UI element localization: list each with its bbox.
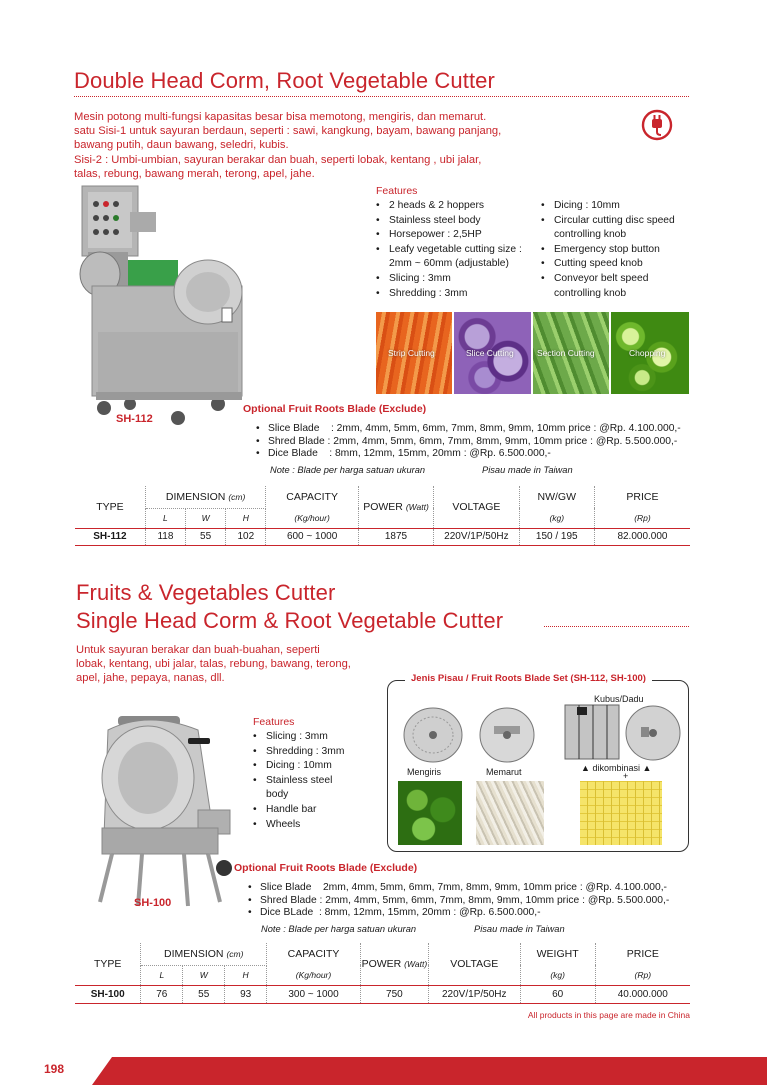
intro-line: satu Sisi-1 untuk sayuran berdaun, seperti : sawi, kangkung, bayam, bawang panjang, — [74, 125, 502, 138]
power-label: POWER — [361, 957, 402, 970]
table-row — [75, 985, 690, 1003]
dimension-label: DIMENSION — [164, 947, 224, 960]
col-dimension — [145, 486, 266, 508]
power-plug-icon — [641, 109, 673, 141]
intro-line: apel, jahe, pepaya, nanas, dll. — [76, 672, 225, 685]
photo-caption: Strip Cutting — [388, 348, 435, 358]
diced-fruit-photo — [580, 781, 662, 845]
col-w: W — [186, 508, 226, 528]
feature-item: • Conveyor belt speed — [541, 272, 675, 287]
power-unit: (Watt) — [405, 501, 429, 512]
sh-100-machine-image — [88, 710, 236, 920]
cell-capacity: 300 ~ 1000 — [267, 985, 361, 1003]
optional-blade-title: Optional Fruit Roots Blade (Exclude) — [234, 862, 418, 874]
col-h: H — [225, 965, 267, 985]
sliced-greens-photo — [398, 781, 462, 845]
feature-item: • Horsepower : 2,5HP — [376, 228, 522, 243]
feature-item-sub: 2mm ~ 60mm (adjustable) — [389, 258, 509, 270]
feature-item: • Shredding : 3mm — [376, 287, 522, 302]
power-label: POWER — [363, 500, 403, 513]
cell-weight: 60 — [520, 985, 595, 1003]
cell-power: 750 — [360, 985, 428, 1003]
feature-item: • Stainless steel body — [376, 214, 522, 229]
cell-power: 1875 — [358, 528, 433, 545]
feature-item-sub: controlling knob — [554, 287, 627, 299]
shredded-roots-photo — [476, 781, 544, 845]
col-price: PRICE — [626, 948, 659, 960]
optional-blade-list — [256, 423, 681, 461]
origin-note: All products in this page are made in China — [527, 1010, 690, 1020]
spec-table-sh-112 — [75, 486, 690, 546]
feature-item: • Leafy vegetable cutting size : — [376, 243, 522, 258]
col-capacity: CAPACITY — [266, 486, 358, 508]
photo-caption: Slice Cutting — [466, 348, 514, 358]
intro-line: bawang putih, daun bawang, seledri, kubis. — [74, 139, 289, 152]
feature-item-continued — [253, 788, 344, 803]
blade-item: • Slice Blade 2mm, 4mm, 5mm, 6mm, 7mm, 8mm, 9mm, 10mm price : @Rp. 4.100.000,- — [248, 882, 669, 895]
intro-line: Mesin potong multi-fungsi kapasitas besar bisa memotong, mengiris, dan memarut. — [74, 111, 487, 123]
blade-origin-note: Pisau made in Taiwan — [482, 465, 573, 475]
col-price: PRICE — [626, 491, 659, 503]
intro-line: Untuk sayuran berakar dan buah-buahan, seperti — [76, 644, 320, 656]
shred-caption: Memarut — [486, 767, 522, 777]
col-dimension — [141, 943, 267, 965]
optional-blade-list — [248, 882, 669, 920]
feature-item: • Slicing : 3mm — [253, 730, 344, 745]
col-voltage: VOLTAGE — [428, 943, 520, 985]
col-voltage: VOLTAGE — [434, 486, 519, 528]
weight-unit: (kg) — [519, 508, 594, 528]
model-label-sh-112: SH-112 — [116, 413, 153, 425]
blade-item: • Dice Blade : 8mm, 12mm, 15mm, 20mm : @Rp. 6.500.000,- — [256, 448, 681, 461]
cell-capacity: 600 ~ 1000 — [266, 528, 358, 545]
plus-sign: + — [623, 771, 629, 781]
cell-l: 118 — [145, 528, 185, 545]
page-number: 198 — [44, 1062, 65, 1076]
feature-item: • Wheels — [253, 818, 344, 833]
chopping-photo — [611, 312, 689, 394]
dimension-unit: (cm) — [226, 948, 244, 959]
slice-cutting-photo — [454, 312, 531, 394]
feature-item: • Shredding : 3mm — [253, 745, 344, 760]
cell-w: 55 — [183, 985, 225, 1003]
table-row — [75, 528, 690, 545]
feature-item: • Slicing : 3mm — [376, 272, 522, 287]
col-weight: WEIGHT — [520, 943, 595, 965]
features-list-left — [376, 199, 522, 301]
col-weight: NW/GW — [519, 486, 594, 508]
blade-item: • Dice BLade : 8mm, 12mm, 15mm, 20mm : @Rp. 6.500.000,- — [248, 907, 669, 920]
feature-item: • 2 heads & 2 hoppers — [376, 199, 522, 214]
cell-voltage: 220V/1P/50Hz — [434, 528, 519, 545]
features-heading: Features — [376, 185, 418, 197]
col-power — [360, 943, 428, 985]
blade-item: • Shred Blade : 2mm, 4mm, 5mm, 6mm, 7mm, 8mm, 9mm, 10mm price : @Rp. 5.500.000,- — [248, 895, 669, 908]
price-unit: (Rp) — [594, 508, 690, 528]
blade-set-title: Jenis Pisau / Fruit Roots Blade Set (SH-112, SH-100) — [405, 673, 652, 684]
photo-caption: Chopping — [629, 348, 666, 358]
section-cutting-photo — [533, 312, 609, 394]
optional-blade-title: Optional Fruit Roots Blade (Exclude) — [243, 403, 427, 415]
combination-label: dikombinasi — [592, 763, 640, 773]
feature-item: • Emergency stop button — [541, 243, 675, 258]
intro-line: Sisi-2 : Umbi-umbian, sayuran berakar dan buah, seperti lobak, kentang , ubi jalar, — [74, 153, 482, 166]
slice-blade-disc-image — [402, 706, 464, 764]
col-type: TYPE — [75, 943, 141, 985]
weight-unit: (kg) — [520, 965, 595, 985]
cell-price: 82.000.000 — [594, 528, 690, 545]
feature-item: • Dicing : 10mm — [253, 759, 344, 774]
dimension-label: DIMENSION — [165, 490, 226, 503]
title-divider — [74, 96, 689, 97]
feature-item: • Cutting speed knob — [541, 257, 675, 272]
cell-w: 55 — [186, 528, 226, 545]
combination-caption — [581, 763, 651, 773]
features-heading: Features — [253, 716, 295, 728]
feature-item-continued — [541, 287, 675, 302]
up-arrow-icon: ▲ — [642, 763, 652, 773]
up-arrow-icon: ▲ — [581, 763, 590, 773]
title-divider — [544, 626, 689, 627]
intro-line: lobak, kentang, ubi jalar, talas, rebung, bawang, terong, — [76, 658, 351, 671]
cell-h: 102 — [226, 528, 266, 545]
col-power — [358, 486, 433, 528]
shred-blade-disc-image — [478, 706, 536, 764]
col-l: L — [141, 965, 183, 985]
col-capacity: CAPACITY — [267, 943, 361, 965]
col-h: H — [226, 508, 266, 528]
dice-caption: Kubus/Dadu — [594, 694, 644, 704]
capacity-unit: (Kg/hour) — [266, 508, 358, 528]
section1-intro — [74, 110, 501, 181]
footer-band — [0, 1057, 767, 1085]
section2-title-line1: Fruits & Vegetables Cutter — [76, 580, 336, 605]
cell-weight: 150 / 195 — [519, 528, 594, 545]
col-w: W — [183, 965, 225, 985]
feature-item-sub: body — [266, 789, 289, 801]
feature-item-sub: controlling knob — [554, 229, 627, 241]
blade-note: Note : Blade per harga satuan ukuran — [270, 465, 426, 475]
blade-item: • Slice Blade : 2mm, 4mm, 5mm, 6mm, 7mm, 8mm, 9mm, 10mm price : @Rp. 4.100.000,- — [256, 423, 681, 436]
cell-price: 40.000.000 — [595, 985, 690, 1003]
slice-caption: Mengiris — [407, 767, 442, 777]
section1-title: Double Head Corm, Root Vegetable Cutter — [74, 68, 495, 93]
spec-table-sh-100 — [75, 943, 690, 1004]
feature-item: • Circular cutting disc speed — [541, 214, 675, 229]
feature-item-continued — [541, 228, 675, 243]
section2-title-line2: Single Head Corm & Root Vegetable Cutter — [76, 608, 504, 633]
blade-origin-note: Pisau made in Taiwan — [474, 924, 565, 934]
feature-item: • Handle bar — [253, 803, 344, 818]
price-unit: (Rp) — [595, 965, 690, 985]
feature-item: • Dicing : 10mm — [541, 199, 675, 214]
intro-line: talas, rebung, bawang merah, terong, apel, jahe. — [74, 167, 315, 180]
power-unit: (Watt) — [404, 958, 428, 969]
strip-cutting-photo — [376, 312, 452, 394]
section2-intro — [76, 643, 351, 686]
features-list-right — [541, 199, 675, 301]
model-label-sh-100: SH-100 — [134, 897, 172, 909]
blade-note: Note : Blade per harga satuan ukuran — [261, 924, 417, 934]
capacity-unit: (Kg/hour) — [267, 965, 361, 985]
cell-type: SH-112 — [75, 528, 145, 545]
blade-item: • Shred Blade : 2mm, 4mm, 5mm, 6mm, 7mm, 8mm, 9mm, 10mm price : @Rp. 5.500.000,- — [256, 436, 681, 449]
col-type: TYPE — [75, 486, 145, 528]
cell-l: 76 — [141, 985, 183, 1003]
cell-h: 93 — [225, 985, 267, 1003]
cell-voltage: 220V/1P/50Hz — [428, 985, 520, 1003]
cell-type: SH-100 — [75, 985, 141, 1003]
feature-item: • Stainless steel — [253, 774, 344, 789]
photo-caption: Section Cutting — [537, 348, 595, 358]
sh-112-machine-image — [68, 182, 253, 430]
dimension-unit: (cm) — [228, 491, 246, 502]
dice-blade-set-image — [563, 703, 683, 763]
col-l: L — [145, 508, 185, 528]
feature-item-continued — [376, 257, 522, 272]
features-list — [253, 730, 344, 832]
